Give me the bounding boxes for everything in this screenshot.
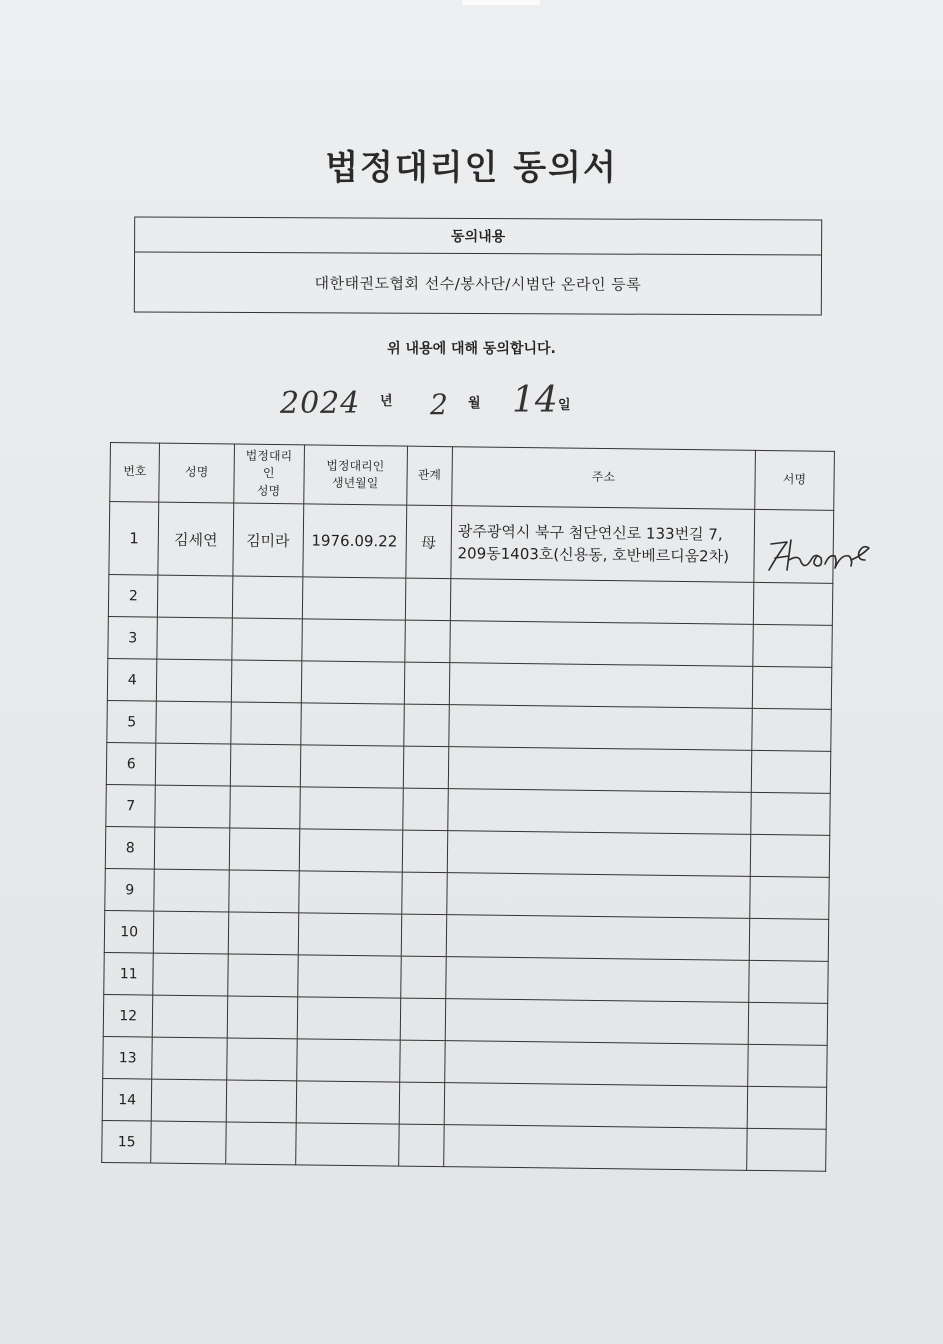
cell-empty xyxy=(226,1038,297,1081)
date-line xyxy=(280,378,600,428)
row-no: 14 xyxy=(102,1078,152,1121)
row-no: 6 xyxy=(106,742,156,785)
cell-empty xyxy=(751,708,831,751)
header-guardian-name-line3: 성명 xyxy=(256,483,281,498)
header-guardian-birth-line1: 법정대리인 xyxy=(326,458,385,473)
cell-empty xyxy=(151,1121,226,1164)
cell-empty xyxy=(301,661,404,704)
cell-empty xyxy=(748,1002,828,1045)
cell-empty xyxy=(228,870,299,913)
row-no: 8 xyxy=(105,826,155,869)
row-no: 9 xyxy=(105,868,155,911)
row-no: 1 xyxy=(109,502,159,576)
cell-empty xyxy=(299,829,402,872)
header-signature: 서명 xyxy=(754,450,834,510)
cell-empty xyxy=(753,582,833,625)
cell-empty xyxy=(403,746,449,789)
cell-empty xyxy=(751,750,831,793)
cell-empty xyxy=(404,662,450,705)
cell-empty xyxy=(747,1044,827,1087)
date-month-label: 월 xyxy=(468,396,481,411)
row-no: 12 xyxy=(103,994,153,1037)
cell-empty xyxy=(750,792,830,835)
header-guardian-birth xyxy=(303,445,407,505)
header-address: 주소 xyxy=(452,447,755,510)
header-no: 번호 xyxy=(110,443,160,503)
cell-empty xyxy=(749,876,829,919)
date-day-label: 일 xyxy=(558,398,571,413)
table-header-row xyxy=(110,443,835,511)
consent-box xyxy=(134,216,822,315)
cell-empty xyxy=(229,828,300,871)
cell-empty xyxy=(153,953,228,996)
date-day: 14 xyxy=(512,380,558,421)
cell-empty xyxy=(398,1124,444,1167)
cell-empty xyxy=(230,744,301,787)
cell-empty xyxy=(152,1079,227,1122)
cell-empty xyxy=(299,787,402,830)
row-no: 7 xyxy=(106,784,156,827)
cell-empty xyxy=(156,701,231,744)
document-title: 법정대리인 동의서 xyxy=(325,148,618,188)
cell-empty xyxy=(446,957,749,1003)
cell-empty xyxy=(154,869,229,912)
row-no: 11 xyxy=(104,952,154,995)
cell-empty xyxy=(749,918,829,961)
cell-empty xyxy=(232,576,303,619)
cell-empty xyxy=(752,666,832,709)
cell-empty xyxy=(746,1128,826,1171)
row-relation: 母 xyxy=(405,505,451,579)
cell-empty xyxy=(450,579,753,625)
cell-empty xyxy=(445,999,748,1045)
cell-empty xyxy=(231,618,302,661)
cell-empty xyxy=(399,1082,445,1125)
consent-content: 대한태권도협회 선수/봉사단/시범단 온라인 등록 xyxy=(314,273,642,294)
cell-empty xyxy=(750,834,830,877)
cell-empty xyxy=(155,827,230,870)
cell-empty xyxy=(400,956,446,999)
cell-empty xyxy=(448,789,751,835)
cell-empty xyxy=(300,745,403,788)
row-guardian-birth: 1976.09.22 xyxy=(302,504,406,578)
row-guardian-name: 김미라 xyxy=(232,503,303,577)
cell-empty xyxy=(447,831,750,877)
header-guardian-name-line1: 법정대리 xyxy=(245,448,293,464)
cell-empty xyxy=(227,996,298,1039)
cell-empty xyxy=(404,620,450,663)
cell-empty xyxy=(401,914,447,957)
row-no: 13 xyxy=(103,1036,153,1079)
header-guardian-name-line2: 인 xyxy=(262,466,275,481)
cell-empty xyxy=(298,871,401,914)
row-no: 2 xyxy=(108,574,158,617)
cell-empty xyxy=(402,830,448,873)
date-year-label: 년 xyxy=(380,394,393,409)
cell-empty xyxy=(296,1039,399,1082)
row-no: 3 xyxy=(108,616,158,659)
row-name: 김세연 xyxy=(158,502,233,576)
cell-empty xyxy=(297,955,400,998)
consent-header: 동의내용 xyxy=(135,218,821,256)
cell-empty xyxy=(449,663,752,709)
cell-empty xyxy=(226,1080,297,1123)
row-no: 4 xyxy=(107,658,157,701)
cell-empty xyxy=(748,960,828,1003)
cell-empty xyxy=(227,954,298,997)
cell-empty xyxy=(155,785,230,828)
row-address: 광주광역시 북구 첨단연신로 133번길 7, 209동1403호(신용동, 호반베르디움2차) xyxy=(451,506,755,583)
cell-empty xyxy=(229,786,300,829)
header-name: 성명 xyxy=(159,443,234,503)
header-guardian-birth-line2: 생년월일 xyxy=(331,475,379,491)
cell-empty xyxy=(158,575,233,618)
cell-empty xyxy=(403,704,449,747)
header-relation: 관계 xyxy=(406,446,452,506)
header-guardian-name xyxy=(233,444,304,504)
row-no: 5 xyxy=(107,700,157,743)
cell-empty xyxy=(152,1037,227,1080)
cell-empty xyxy=(154,911,229,954)
cell-empty xyxy=(230,702,301,745)
paper-clip-mark xyxy=(462,0,540,5)
date-month: 2 xyxy=(430,388,448,421)
cell-empty xyxy=(231,660,302,703)
cell-empty xyxy=(228,912,299,955)
cell-empty xyxy=(450,621,753,667)
cell-empty xyxy=(157,617,232,660)
cell-empty xyxy=(295,1123,398,1166)
table-row xyxy=(109,502,834,584)
cell-empty xyxy=(302,577,405,620)
cell-empty xyxy=(448,747,751,793)
cell-empty xyxy=(153,995,228,1038)
cell-empty xyxy=(447,873,750,919)
agreement-text: 위 내용에 대해 동의합니다. xyxy=(387,341,556,357)
cell-empty xyxy=(402,788,448,831)
cell-empty xyxy=(400,998,446,1041)
cell-empty xyxy=(449,705,752,751)
cell-empty xyxy=(225,1122,296,1165)
cell-empty xyxy=(300,703,403,746)
row-no: 10 xyxy=(104,910,154,953)
cell-empty xyxy=(401,872,447,915)
handwritten-signature xyxy=(765,530,875,580)
cell-empty xyxy=(156,743,231,786)
date-year: 2024 xyxy=(280,386,361,421)
cell-empty xyxy=(405,578,451,621)
cell-empty xyxy=(747,1086,827,1129)
cell-empty xyxy=(157,659,232,702)
cell-empty xyxy=(296,1081,399,1124)
cell-empty xyxy=(752,624,832,667)
cell-empty xyxy=(298,913,401,956)
cell-empty xyxy=(445,1041,748,1087)
cell-empty xyxy=(297,997,400,1040)
table-row xyxy=(102,1120,826,1171)
cell-empty xyxy=(446,915,749,961)
cell-empty xyxy=(301,619,404,662)
registrant-table xyxy=(101,442,835,1172)
row-no: 15 xyxy=(102,1120,152,1163)
cell-empty xyxy=(444,1125,747,1171)
cell-empty xyxy=(399,1040,445,1083)
cell-empty xyxy=(444,1083,747,1129)
